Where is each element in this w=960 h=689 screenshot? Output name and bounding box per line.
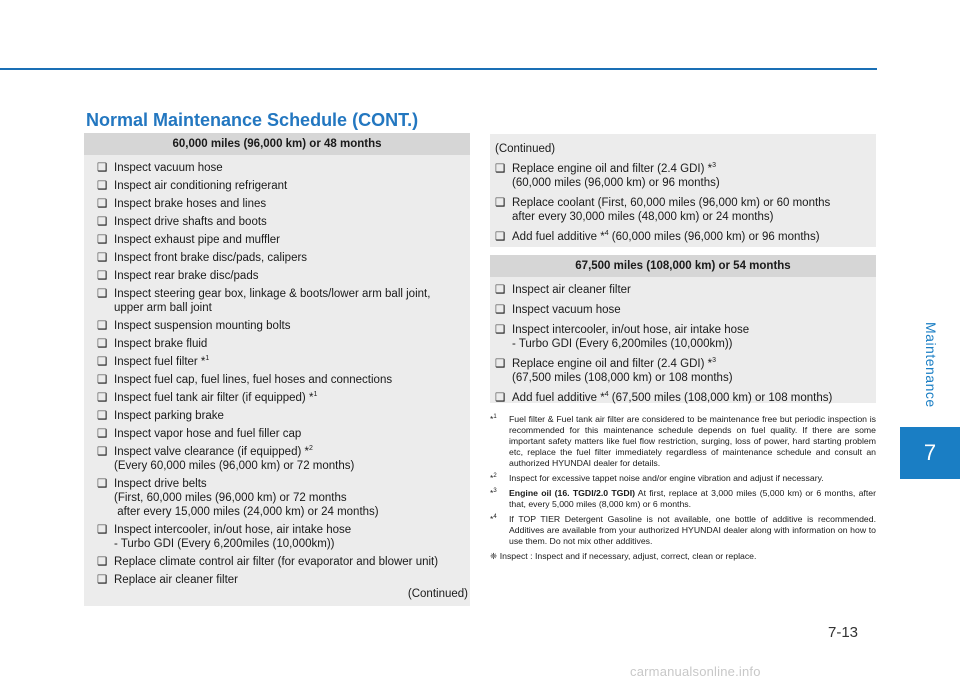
checklist-item [97,269,470,283]
checkbox-icon: ❑ [495,392,506,404]
checkbox-icon: ❑ [97,410,108,422]
checkbox-icon: ❑ [97,524,108,536]
checklist-item [97,427,470,441]
chapter-number-tab: 7 [900,427,960,479]
checkbox-icon: ❑ [97,180,108,192]
item-text: Inspect vacuum hose [114,162,223,174]
asterisk: * [490,488,494,498]
checklist-item [97,523,470,551]
footnote [490,488,876,510]
checklist-item [495,283,876,297]
checklist-item [97,197,470,211]
item-text: Inspect brake fluid [114,338,208,350]
footnote-marker [490,488,497,499]
checklist-item [97,391,470,405]
right-bottom-panel [490,255,876,403]
checkbox-icon: ❑ [495,197,506,209]
item-text: Inspect suspension mounting bolts [114,320,291,332]
checklist-item [495,357,876,385]
checkbox-icon: ❑ [97,320,108,332]
inspect-definition-note: ❈ Inspect : Inspect and if necessary, adjust, correct, clean or replace. [490,551,757,561]
footnotes [490,414,876,562]
item-text: Inspect fuel tank air filter (if equipped) * [114,392,314,404]
checkbox-icon: ❑ [97,252,108,264]
checklist-item [97,161,470,175]
item-text-after: (60,000 miles (96,000 km) or 96 months) [608,231,820,243]
footnote-number: 4 [493,514,497,521]
left-continued-label: (Continued) [407,588,468,600]
checkbox-icon: ❑ [495,163,506,175]
checkbox-icon: ❑ [495,231,506,243]
footnote-text: Inspect for excessive tappet noise and/or engine vibration and adjust if necessary. [509,473,824,483]
checklist-item [97,355,470,369]
item-text: Add fuel additive * [512,231,605,243]
item-text-after: (67,500 miles (108,000 km) or 108 months) [608,392,833,404]
item-text: Inspect drive shafts and boots [114,216,267,228]
item-text: Inspect parking brake [114,410,224,422]
page-title: Normal Maintenance Schedule (CONT.) [86,110,419,130]
checklist-item [97,287,470,315]
footnote-ref: 3 [712,162,716,170]
asterisk: * [490,514,494,524]
checkbox-icon: ❑ [97,162,108,174]
checklist-item [495,391,876,405]
checklist-item [97,251,470,265]
asterisk: * [490,414,494,424]
footnote-ref: 1 [205,355,210,363]
left-panel-heading: 60,000 miles (96,000 km) or 48 months [84,133,470,155]
checklist-item [495,162,876,190]
item-text: Inspect intercooler, in/out hose, air intake hose [512,324,750,336]
checklist-item [97,409,470,423]
right-top-checklist [490,156,876,244]
checkbox-icon: ❑ [97,392,108,404]
footnote-text: Fuel filter & Fuel tank air filter are considered to be maintenance free but periodic inspection is recommended for this maintenance schedule depends on fuel quality. If there are some important safety matters like fuel flow restriction, surging, loss of power, hard starting problem etc, replace the fuel filter immediately regardless of maintenance schedule and consult an authorized HYUNDAI dealer for details. [509,414,876,468]
item-continuation-line: - Turbo GDI (Every 6,200miles (10,000km)) [512,338,733,350]
item-text: Replace climate control air filter (for evaporator and blower unit) [114,556,439,568]
footnote-text: At first, replace at 3,000 miles (5,000 km) or 6 months, after that, every 5,000 miles (8,000 km) or 6 months. [509,488,876,509]
checklist-item [97,573,470,587]
item-text: Inspect vapor hose and fuel filler cap [114,428,302,440]
checkbox-icon: ❑ [97,374,108,386]
item-continuation-line: (67,500 miles (108,000 km) or 108 months) [512,372,733,384]
footnote-ref: 4 [604,230,609,238]
item-text: Inspect air cleaner filter [512,284,631,296]
footnote-ref: 4 [604,391,609,399]
footnote-ref: 1 [313,391,318,399]
footnote-marker [490,473,497,484]
right-panel-heading: 67,500 miles (108,000 km) or 54 months [490,255,876,277]
item-text: Inspect fuel cap, fuel lines, fuel hoses and connections [114,374,393,386]
item-text: Replace engine oil and filter (2.4 GDI) * [512,358,713,370]
item-text: Inspect vacuum hose [512,304,621,316]
item-continuation-line: (Every 60,000 miles (96,000 km) or 72 months) [114,460,355,472]
footnote-ref: 2 [308,445,313,453]
checkbox-icon: ❑ [495,304,506,316]
footnote-text: If TOP TIER Detergent Gasoline is not available, one bottle of additive is recommended. Additives are available from your authorized HYUNDAI dealer along with information on how to use them. Do not mix other additives. [509,514,876,546]
footnote-ref: 3 [712,357,716,365]
checkbox-icon: ❑ [97,428,108,440]
item-text: Inspect front brake disc/pads, calipers [114,252,308,264]
chapter-label: Maintenance [923,322,939,408]
left-schedule-panel [84,133,470,606]
checklist-item [495,230,876,244]
checklist-item [495,303,876,317]
checkbox-icon: ❑ [97,574,108,586]
item-continuation-line: (60,000 miles (96,000 km) or 96 months) [512,177,720,189]
checkbox-icon: ❑ [495,358,506,370]
asterisk: * [490,473,494,483]
item-continuation-line: after every 30,000 miles (48,000 km) or 24 months) [512,211,774,223]
right-continued-label: (Continued) [495,143,556,155]
item-text: Inspect drive belts [114,478,207,490]
checkbox-icon: ❑ [97,198,108,210]
footnote [490,414,876,469]
checkbox-icon: ❑ [495,284,506,296]
footnote [490,473,876,484]
item-continuation-line: after every 15,000 miles (24,000 km) or 24 months) [114,506,379,518]
item-text: Replace engine oil and filter (2.4 GDI) * [512,163,713,175]
checkbox-icon: ❑ [97,338,108,350]
item-continuation-line: (First, 60,000 miles (96,000 km) or 72 months [114,492,347,504]
checkbox-icon: ❑ [97,446,108,458]
checklist-item [97,179,470,193]
footnote-marker [490,414,497,425]
item-text: Replace coolant (First, 60,000 miles (96,000 km) or 60 months [512,197,831,209]
left-checklist [84,155,470,587]
item-continuation-line: upper arm ball joint [114,302,212,314]
item-text: Inspect air conditioning refrigerant [114,180,288,192]
checkbox-icon: ❑ [97,234,108,246]
checkbox-icon: ❑ [495,324,506,336]
footnote-number: 1 [493,414,497,421]
footnote-number: 2 [493,473,497,480]
item-continuation-line: - Turbo GDI (Every 6,200miles (10,000km)) [114,538,335,550]
checkbox-icon: ❑ [97,288,108,300]
checklist-item [97,373,470,387]
checkbox-icon: ❑ [97,356,108,368]
checklist-item [97,319,470,333]
item-text: Inspect intercooler, in/out hose, air intake hose [114,524,352,536]
item-text: Inspect rear brake disc/pads [114,270,259,282]
item-text: Inspect steering gear box, linkage & boots/lower arm ball joint, [114,288,431,300]
checklist-item [97,445,470,473]
footnote-marker [490,514,497,525]
item-text: Inspect fuel filter * [114,356,206,368]
right-top-panel [490,134,876,247]
item-text: Add fuel additive * [512,392,605,404]
item-text: Inspect brake hoses and lines [114,198,267,210]
checklist-item [97,477,470,519]
checkbox-icon: ❑ [97,216,108,228]
checkbox-icon: ❑ [97,478,108,490]
checklist-item [495,196,876,224]
watermark: carmanualsonline.info [630,664,761,679]
footnote [490,514,876,547]
checkbox-icon: ❑ [97,556,108,568]
item-text: Inspect exhaust pipe and muffler [114,234,281,246]
footnote-number: 3 [493,488,497,495]
page-number: 7-13 [828,624,859,641]
checklist-item [97,555,470,569]
footnote-bold-lead: Engine oil (16. TGDI/2.0 TGDI) [509,488,635,498]
item-text: Replace air cleaner filter [114,574,239,586]
checklist-item [97,233,470,247]
checklist-item [495,323,876,351]
checkbox-icon: ❑ [97,270,108,282]
top-rule [0,68,877,70]
checklist-item [97,215,470,229]
item-text: Inspect valve clearance (if equipped) * [114,446,309,458]
checklist-item [97,337,470,351]
right-bottom-checklist [490,277,876,405]
